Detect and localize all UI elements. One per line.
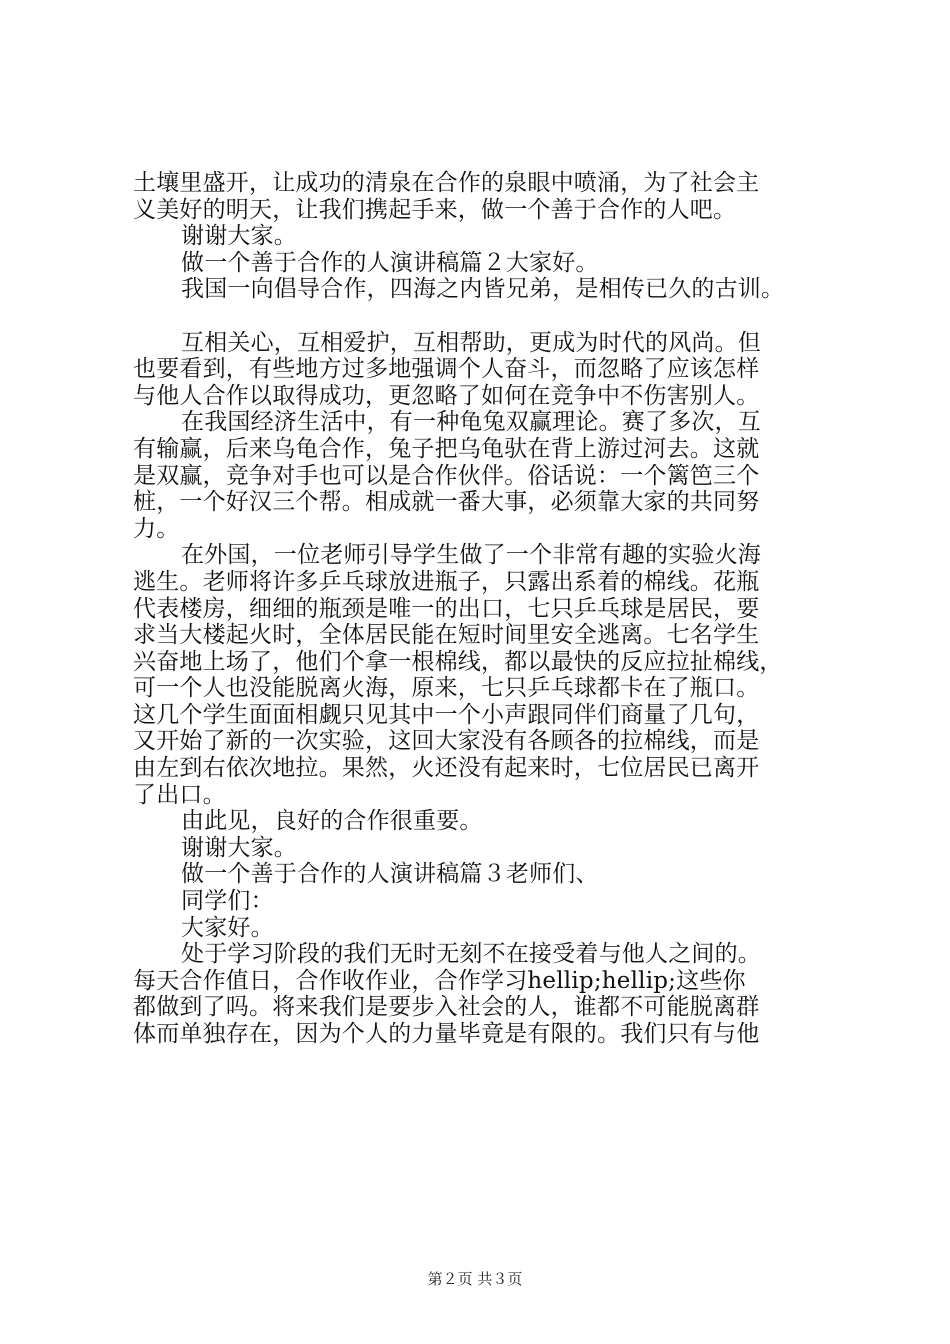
- text-line: 互相关心，互相爱护，互相帮助，更成为时代的风尚。但: [181, 329, 761, 356]
- text-line: 代表楼房，细细的瓶颈是唯一的出口，七只乒乓球是居民，要: [133, 595, 760, 622]
- text-line: 谢谢大家。: [181, 223, 297, 250]
- blank-line: [133, 303, 833, 330]
- text-line: 兴奋地上场了，他们个拿一根棉线，都以最快的反应拉扯棉线，: [133, 648, 783, 675]
- text-line: 有输赢，后来乌龟合作，兔子把乌龟驮在背上游过河去。这就: [133, 435, 760, 462]
- text-line: 在我国经济生活中，有一种龟兔双赢理论。赛了多次，互: [181, 409, 761, 436]
- text-line: 处于学习阶段的我们无时无刻不在接受着与他人之间的。: [181, 941, 761, 968]
- text-line: 由此见，良好的合作很重要。: [181, 808, 483, 835]
- text-line: 体而单独存在，因为个人的力量毕竟是有限的。我们只有与他: [133, 1021, 760, 1047]
- text-line: 桩，一个好汉三个帮。相成就一番大事，必须靠大家的共同努: [133, 489, 760, 516]
- text-line: 又开始了新的一次实验，这回大家没有各顾各的拉棉线，而是: [133, 728, 760, 755]
- text-line: 做一个善于合作的人演讲稿篇２大家好。: [181, 249, 599, 276]
- text-line: 也要看到，有些地方过多地强调个人奋斗，而忽略了应该怎样: [133, 356, 760, 383]
- text-line: 这几个学生面面相觑只见其中一个小声跟同伴们商量了几句，: [133, 701, 760, 728]
- text-line: 在外国，一位老师引导学生做了一个非常有趣的实验火海: [181, 542, 761, 569]
- text-line: 每天合作值日，合作收作业，合作学习hellip;hellip;这些你: [133, 967, 746, 994]
- text-line: 谢谢大家。: [181, 834, 297, 861]
- text-line: 是双赢，竞争对手也可以是合作伙伴。俗话说：一个篱笆三个: [133, 462, 760, 489]
- text-line: 做一个善于合作的人演讲稿篇３老师们、: [181, 861, 599, 888]
- text-line: 同学们：: [181, 888, 274, 915]
- text-line: 求当大楼起火时，全体居民能在短时间里安全逃离。七名学生: [133, 622, 760, 649]
- text-line: 了出口。: [133, 781, 226, 808]
- text-line: 逃生。老师将许多乒乓球放进瓶子，只露出系着的棉线。花瓶: [133, 568, 760, 595]
- text-line: 由左到右依次地拉。果然，火还没有起来时，七位居民已离开: [133, 755, 760, 782]
- document-body: [133, 170, 833, 1048]
- text-line: 可一个人也没能脱离火海，原来，七只乒乓球都卡在了瓶口。: [133, 675, 760, 702]
- text-line: 都做到了吗。将来我们是要步入社会的人，谁都不可能脱离群: [133, 994, 760, 1021]
- page-footer: 第２页 共３页: [427, 1270, 523, 1288]
- text-line: 大家好。: [181, 914, 274, 941]
- text-line: 义美好的明天，让我们携起手来，做一个善于合作的人吧。: [133, 196, 737, 223]
- text-line: 力。: [133, 515, 180, 542]
- text-line: 与他人合作以取得成功，更忽略了如何在竞争中不伤害别人。: [133, 382, 760, 409]
- text-line: 我国一向倡导合作，四海之内皆兄弟，是相传已久的古训。: [181, 276, 785, 303]
- text-line: 土壤里盛开，让成功的清泉在合作的泉眼中喷涌，为了社会主: [133, 170, 760, 196]
